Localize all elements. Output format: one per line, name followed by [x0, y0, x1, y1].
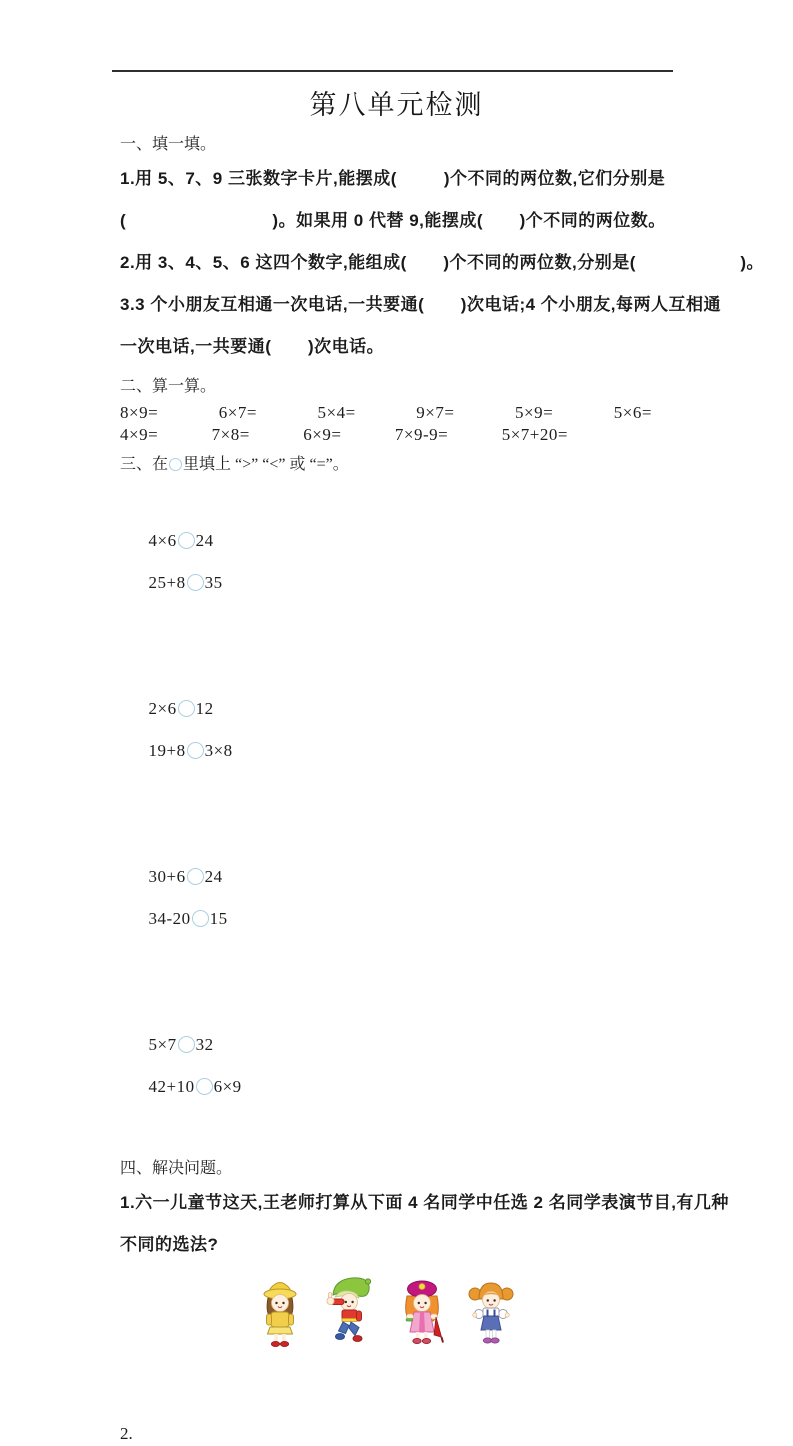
blank-circle-icon [169, 458, 182, 471]
section-compare-heading [120, 452, 675, 478]
compare-left: 19+8 [148, 741, 186, 760]
compare-item [149, 562, 223, 604]
compare-left: 25+8 [148, 573, 186, 592]
calc-expression: 8×9= [120, 403, 159, 422]
blank-circle-icon [192, 910, 209, 927]
student-girl-yellow-hat-illustration [258, 1274, 302, 1352]
compare-right: 6×9 [213, 1077, 242, 1096]
calc-expression: 9×7= [416, 403, 455, 422]
blank-circle-icon [187, 742, 204, 759]
header-rule [112, 70, 673, 72]
question-3-line-2: 一次电话,一共要通( )次电话。 [120, 337, 385, 356]
calc-expression: 4×9= [120, 425, 159, 444]
section-calc-heading: 二、算一算。 [120, 378, 217, 395]
blank-circle-icon [196, 1078, 213, 1095]
calc-row-2 [120, 424, 568, 446]
solve-question-1-line-2: 不同的选法? [120, 1235, 219, 1254]
compare-right: 24 [195, 531, 214, 550]
calc-expression: 5×9= [515, 403, 554, 422]
compare-item [149, 730, 233, 772]
compare-row [120, 814, 675, 982]
compare-right: 35 [204, 573, 223, 592]
question-3-line-1: 3.3 个小朋友互相通一次电话,一共要通( )次电话;4 个小朋友,每两人互相通 [120, 295, 722, 314]
blank-circle-icon [178, 532, 195, 549]
blank-circle-icon [187, 574, 204, 591]
compare-right: 12 [195, 699, 214, 718]
worksheet-content [0, 132, 793, 1446]
blank-circle-icon [178, 1036, 195, 1053]
blank-circle-icon [178, 700, 195, 717]
solve-question-2-label: 2. [120, 1424, 133, 1443]
compare-left: 2×6 [148, 699, 177, 718]
compare-left: 5×7 [148, 1035, 177, 1054]
blank-circle-icon [187, 868, 204, 885]
compare-item [149, 520, 267, 562]
compare-right: 3×8 [204, 741, 233, 760]
calc-expression: 5×7+20= [501, 425, 568, 444]
compare-right: 32 [195, 1035, 214, 1054]
student-boy-green-hat-illustration [319, 1274, 377, 1352]
compare-right: 15 [209, 909, 228, 928]
section-fill-heading: 一、填一填。 [120, 136, 217, 153]
calc-expression: 5×4= [317, 403, 356, 422]
calc-expression: 5×6= [613, 403, 652, 422]
page-title: 第八单元检测 [309, 90, 484, 120]
compare-heading-suffix: 里填上 “>” “<” 或 “=”。 [183, 456, 349, 473]
compare-left: 30+6 [148, 867, 186, 886]
solve-question-1-line-1: 1.六一儿童节这天,王老师打算从下面 4 名同学中任选 2 名同学表演节目,有几种 [120, 1193, 729, 1212]
compare-item [149, 1024, 267, 1066]
compare-left: 34-20 [148, 909, 191, 928]
calc-expression: 7×9-9= [394, 425, 449, 444]
calc-expression: 6×7= [218, 403, 257, 422]
compare-item [149, 1066, 242, 1108]
compare-left: 42+10 [148, 1077, 195, 1096]
compare-item [149, 898, 228, 940]
compare-right: 24 [204, 867, 223, 886]
compare-item [149, 688, 267, 730]
calc-expression: 6×9= [303, 425, 342, 444]
students-illustration-row [258, 1270, 675, 1352]
question-1-line-2: ( )。如果用 0 代替 9,能摆成( )个不同的两位数。 [120, 211, 666, 230]
compare-row [120, 982, 675, 1150]
compare-heading-prefix: 三、在 [120, 456, 169, 473]
student-girl-pink-beret-illustration [394, 1274, 450, 1352]
question-1-line-1: 1.用 5、7、9 三张数字卡片,能摆成( )个不同的两位数,它们分别是 [120, 169, 666, 188]
calc-expression: 7×8= [211, 425, 250, 444]
compare-row [120, 478, 675, 646]
student-girl-blue-dress-illustration [467, 1274, 515, 1352]
question-2-line: 2.用 3、4、5、6 这四个数字,能组成( )个不同的两位数,分别是( )。 [120, 253, 765, 272]
compare-left: 4×6 [148, 531, 177, 550]
compare-item [149, 856, 267, 898]
calc-row-1 [120, 402, 652, 424]
section-solve-heading: 四、解决问题。 [120, 1160, 233, 1177]
compare-row [120, 646, 675, 814]
